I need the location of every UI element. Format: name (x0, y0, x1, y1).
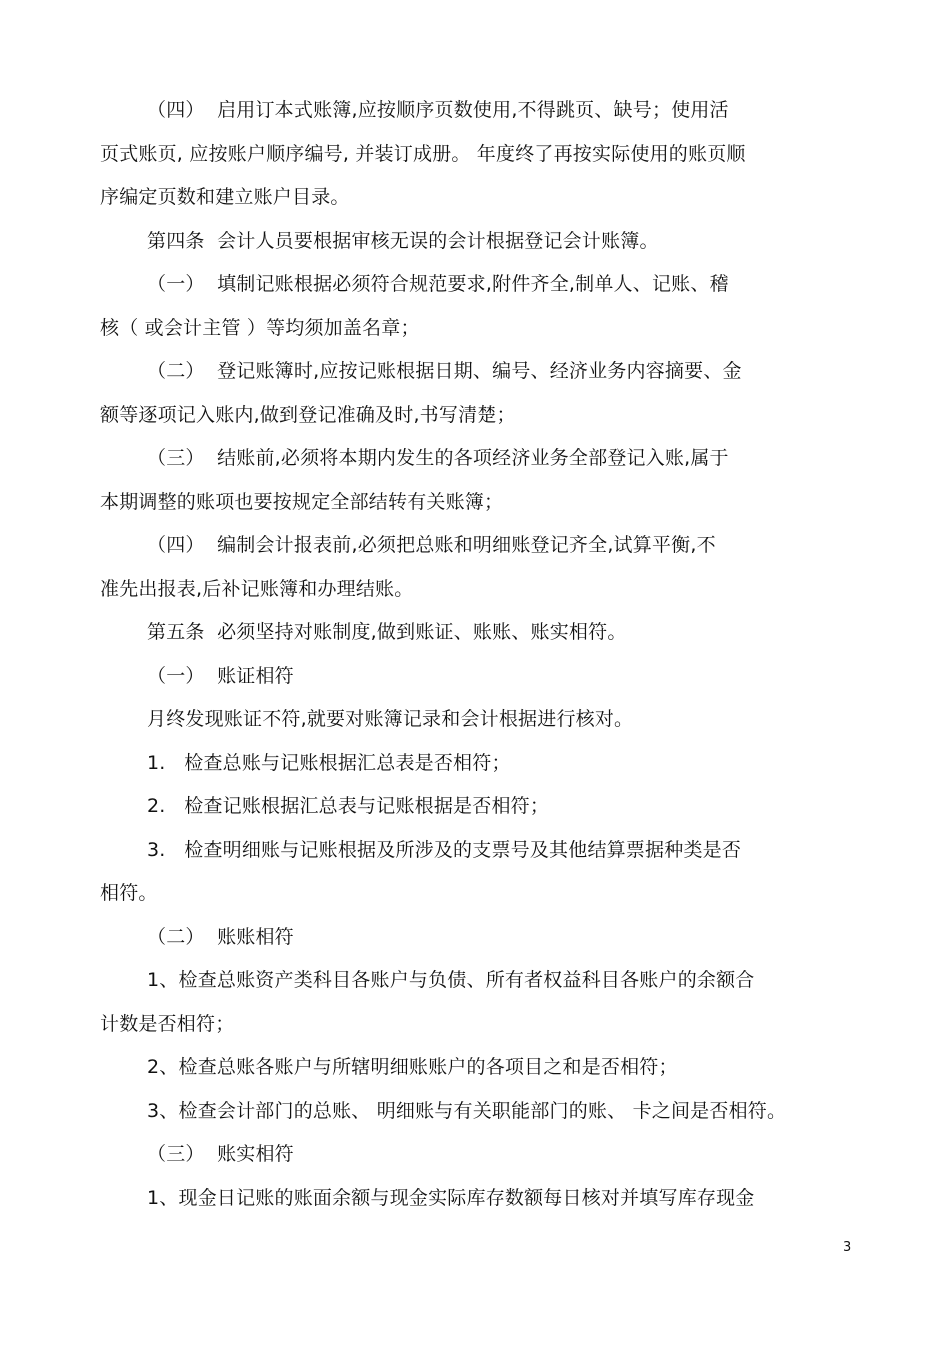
text-line: 准先出报表,后补记账簿和办理结账。 (100, 578, 414, 600)
list-item: 3. 检查明细账与记账根据及所涉及的支票号及其他结算票据种类是否 (147, 839, 742, 861)
text-line: （四） 启用订本式账簿,应按顺序页数使用,不得跳页、缺号；使用活 (147, 99, 729, 121)
text-line: （一） 填制记账根据必须符合规范要求,附件齐全,制单人、记账、稽 (147, 273, 729, 295)
page-number: 3 (843, 1240, 852, 1255)
text-line: 序编定页数和建立账户目录。 (100, 186, 350, 208)
list-item: 2、检查总账各账户与所辖明细账账户的各项目之和是否相符； (147, 1056, 678, 1078)
article-heading: 第五条 必须坚持对账制度,做到账证、账账、账实相符。 (147, 621, 627, 643)
text-line: （四） 编制会计报表前,必须把总账和明细账登记齐全,试算平衡,不 (147, 534, 716, 556)
text-line: 计数是否相符； (100, 1013, 235, 1035)
article-heading: 第四条 会计人员要根据审核无误的会计根据登记会计账簿。 (147, 230, 659, 252)
text-line: 本期调整的账项也要按规定全部结转有关账簿； (100, 491, 504, 513)
text-line: （三） 结账前,必须将本期内发生的各项经济业务全部登记入账,属于 (147, 447, 729, 469)
text-line: 核（ 或会计主管 ）等均须加盖名章； (100, 317, 420, 339)
text-line: 相符。 (100, 882, 158, 904)
list-item: 3、检查会计部门的总账、 明细账与有关职能部门的账、 卡之间是否相符。 (147, 1100, 787, 1122)
section-heading: （二） 账账相符 (147, 926, 294, 948)
section-heading: （三） 账实相符 (147, 1143, 294, 1165)
text-line: 页式账页, 应按账户顺序编号, 并装订成册。 年度终了再按实际使用的账页顺 (100, 143, 746, 165)
list-item: 1、现金日记账的账面余额与现金实际库存数额每日核对并填写库存现金 (147, 1187, 755, 1209)
list-item: 2. 检查记账根据汇总表与记账根据是否相符； (147, 795, 550, 817)
text-line: （二） 登记账簿时,应按记账根据日期、编号、经济业务内容摘要、金 (147, 360, 742, 382)
text-line: 额等逐项记入账内,做到登记准确及时,书写清楚； (100, 404, 516, 426)
section-heading: （一） 账证相符 (147, 665, 294, 687)
list-item: 1、检查总账资产类科目各账户与负债、所有者权益科目各账户的余额合 (147, 969, 755, 991)
text-line: 月终发现账证不符,就要对账簿记录和会计根据进行核对。 (147, 708, 634, 730)
list-item: 1. 检查总账与记账根据汇总表是否相符； (147, 752, 511, 774)
